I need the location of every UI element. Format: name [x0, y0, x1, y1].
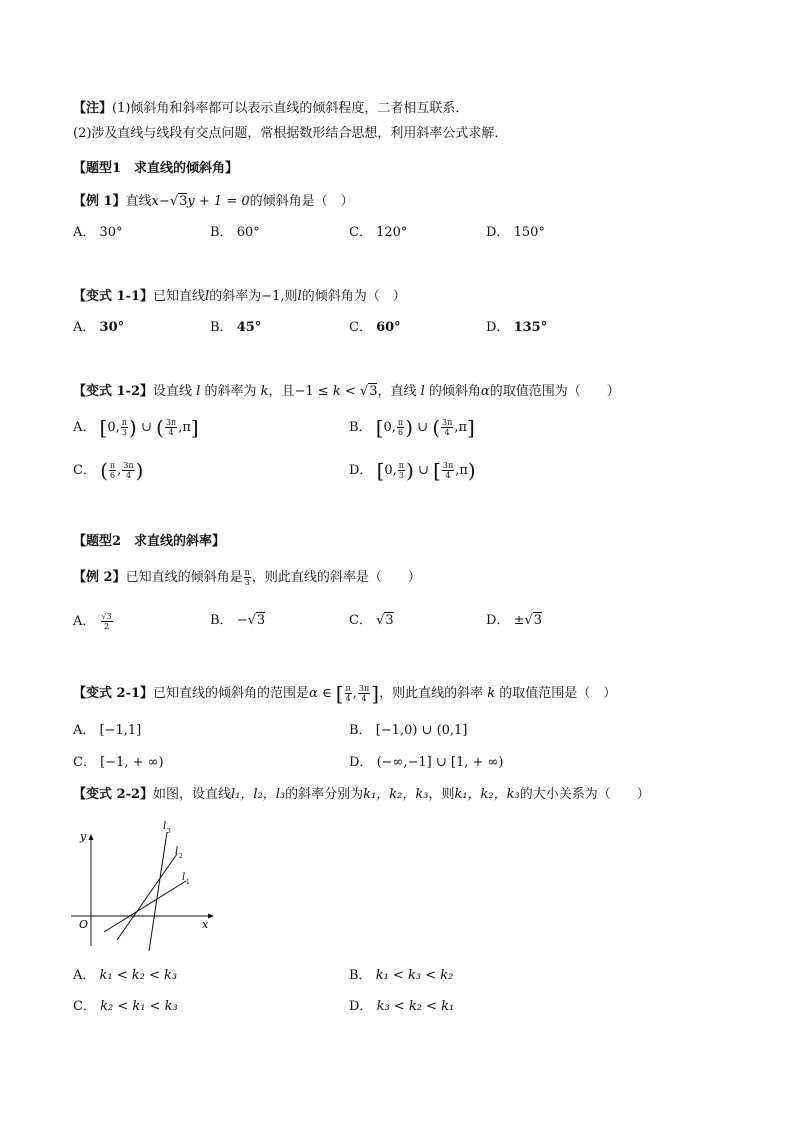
minus: −: [236, 613, 248, 628]
v11-option-b[interactable]: [210, 319, 261, 337]
sqrt-sign: √: [376, 613, 385, 628]
v12-l: l: [196, 384, 201, 399]
ex1-pre: 直线: [125, 194, 152, 209]
num: π: [397, 418, 404, 427]
v22-option-b[interactable]: [349, 967, 453, 985]
v12-ineq-b: <: [340, 384, 360, 399]
fraction: [121, 418, 128, 437]
num: π: [244, 568, 250, 577]
num: π: [109, 461, 116, 470]
origin-label: O: [79, 918, 89, 931]
v12-k: k: [260, 384, 269, 399]
pi: π: [459, 463, 468, 478]
l1-subscript: 1: [186, 879, 190, 886]
option-text: k₁ < k₃ < k₂: [375, 968, 454, 983]
option-text: 60°: [236, 225, 260, 240]
num: 3π: [358, 684, 370, 693]
option-letter: B．: [349, 723, 372, 738]
v11-option-d[interactable]: [486, 319, 547, 337]
option-letter: C．: [73, 463, 96, 478]
num: 3π: [123, 461, 134, 470]
den: 3: [398, 471, 404, 480]
ex2-post: ，则此直线的斜率是（ ）: [251, 570, 421, 585]
option-letter: B．: [210, 613, 233, 628]
bracket: (: [156, 415, 164, 440]
pi: π: [458, 420, 468, 435]
option-letter: C．: [73, 755, 96, 770]
v12-pre: 设直线: [153, 384, 197, 399]
zero: 0,: [107, 420, 120, 435]
fraction: [165, 418, 177, 437]
bracket: [: [375, 415, 384, 440]
bracket: ]: [467, 415, 475, 440]
option-letter: C．: [349, 320, 372, 335]
note-label: 【注】: [73, 101, 113, 116]
ex1-question: [73, 193, 354, 211]
option-letter: D．: [486, 613, 510, 628]
ex2-option-b[interactable]: [210, 612, 265, 630]
type2-title: 【题型2 求直线的斜率】: [73, 534, 226, 549]
plus-minus: ±: [513, 613, 525, 628]
union: ∪: [417, 420, 429, 435]
option-letter: C．: [349, 613, 372, 628]
ex1-eq-rest: y + 1 = 0: [187, 194, 250, 209]
option-text: (−∞,−1] ∪ [1, + ∞): [376, 755, 504, 770]
bracket: [: [99, 415, 108, 440]
den: 4: [345, 694, 351, 703]
den: 6: [398, 428, 404, 437]
v12-sqrt: 3: [369, 384, 378, 399]
option-letter: B．: [349, 968, 372, 983]
comma: ,: [178, 420, 183, 435]
option-text: 30°: [99, 225, 123, 240]
v21-option-a[interactable]: [73, 722, 141, 740]
note-line-2: (2)涉及直线与线段有交点问题，常根据数形结合思想，利用斜率公式求解．: [73, 126, 508, 141]
den: 2: [104, 622, 110, 631]
ex1-eq-x: x: [151, 194, 159, 209]
comma: ,: [455, 463, 460, 478]
v11-question: [73, 288, 406, 306]
option-text: 150°: [513, 225, 545, 240]
v12-option-c[interactable]: [73, 458, 144, 483]
line-l2: [117, 854, 177, 940]
type1-title: 【题型1 求直线的倾斜角】: [73, 161, 239, 176]
v21-pre: 已知直线的倾斜角的范围是: [153, 686, 310, 701]
option-text: k₁ < k₂ < k₃: [99, 968, 178, 983]
comma: ,: [352, 686, 357, 701]
v21-option-c[interactable]: [73, 754, 164, 772]
v12-option-a[interactable]: [73, 415, 199, 440]
l2-subscript: 2: [179, 853, 183, 860]
num: 3π: [442, 461, 454, 470]
option-letter: D．: [486, 320, 510, 335]
v21-question: [73, 681, 617, 706]
den: 4: [361, 694, 367, 703]
option-letter: C．: [73, 999, 96, 1014]
ex2-option-a[interactable]: [73, 612, 114, 631]
note-text-1: (1)倾斜角和斜率都可以表示直线的倾斜程度，二者相互联系．: [112, 101, 469, 116]
sqrt: 3: [533, 613, 543, 628]
bracket: ]: [190, 415, 199, 440]
v12-alpha: α: [480, 384, 490, 399]
den: 4: [125, 471, 132, 480]
bracket: [: [376, 458, 385, 483]
option-letter: B．: [349, 420, 372, 435]
option-text: 60°: [376, 320, 401, 335]
v12-ineq-a: −1 ≤: [294, 384, 333, 399]
bracket: ): [135, 458, 144, 483]
line-l1: [104, 881, 186, 932]
l1-label: l: [182, 872, 186, 883]
v12-mid3: ，直线: [377, 384, 421, 399]
option-text: 135°: [513, 320, 548, 335]
fraction: [109, 461, 116, 480]
option-text: [−1, + ∞): [100, 755, 164, 770]
v12-sqrt-sign: √: [359, 384, 369, 399]
v11-option-c[interactable]: [349, 319, 401, 337]
option-text: 45°: [236, 320, 262, 335]
ex1-option-a[interactable]: [73, 224, 123, 242]
v12-l2: l: [420, 384, 425, 399]
den: 4: [168, 428, 174, 437]
y-label: y: [80, 830, 87, 843]
bracket: ]: [371, 681, 380, 706]
v21-option-b[interactable]: [349, 722, 467, 740]
v22-option-a[interactable]: [73, 967, 177, 985]
option-letter: D．: [486, 225, 510, 240]
sqrt: 3: [385, 613, 394, 628]
v11-l: l: [205, 289, 210, 304]
ex1-option-b[interactable]: [210, 224, 260, 242]
v22-label: 【变式 2-2】: [73, 787, 154, 802]
v22-option-d[interactable]: [349, 998, 454, 1016]
v11-l2: l: [297, 289, 302, 304]
v11-pre: 已知直线: [153, 289, 206, 304]
v12-label: 【变式 1-2】: [73, 384, 154, 399]
ex1-label: 【例 1】: [73, 194, 126, 209]
v12-mid1: 的斜率为: [200, 384, 261, 399]
zero: 0,: [384, 463, 397, 478]
bracket: ): [467, 458, 476, 483]
union: ∪: [418, 463, 429, 478]
v22-question: [73, 786, 650, 804]
v11-mid2: ,则: [280, 289, 298, 304]
v21-k: k: [487, 686, 496, 701]
den: 3: [121, 428, 127, 437]
bracket: ): [129, 415, 137, 440]
v11-mid: 的斜率为: [209, 289, 262, 304]
den: 4: [444, 428, 450, 437]
fraction: [244, 568, 251, 587]
option-letter: D．: [349, 463, 373, 478]
num: 3π: [165, 418, 177, 427]
v22-ls: l₁，l₂，l₃: [231, 787, 286, 802]
ex2-option-c[interactable]: [349, 612, 394, 630]
comma: ,: [117, 463, 122, 478]
pi: π: [182, 420, 191, 435]
option-letter: A．: [73, 320, 96, 335]
bracket: [: [335, 681, 344, 706]
v22-mid: 的斜率分别为: [285, 787, 364, 802]
ex1-eq-minus: −: [158, 194, 170, 209]
v12-post: 的取值范围为（ ）: [489, 384, 620, 399]
fraction: [397, 418, 404, 437]
ex2-question: [73, 568, 421, 587]
den: 4: [445, 471, 451, 480]
v21-mid: ，则此直线的斜率: [379, 686, 488, 701]
option-text: [−1,0) ∪ (0,1]: [375, 723, 468, 738]
bracket: (: [432, 415, 440, 440]
bracket: ): [406, 458, 414, 483]
fraction: [441, 418, 453, 437]
bracket: ): [405, 415, 413, 440]
ex1-eq-sqrt: 3: [179, 194, 188, 209]
bracket: (: [100, 458, 108, 483]
v12-question: [73, 383, 620, 401]
v22-mid2: ，则: [428, 787, 455, 802]
option-text: k₂ < k₁ < k₃: [100, 999, 178, 1014]
num: π: [398, 461, 405, 470]
ex2-pre: 已知直线的倾斜角是: [125, 570, 243, 585]
v22-post: 的大小关系为（ ）: [519, 787, 650, 802]
union: ∪: [140, 420, 152, 435]
bracket: [: [433, 458, 441, 483]
v12-option-b[interactable]: [349, 415, 475, 440]
v21-alpha-in: α ∈: [309, 686, 336, 701]
num: 3π: [442, 418, 453, 427]
option-letter: A．: [73, 614, 96, 629]
v21-post: 的取值范围是（ ）: [495, 686, 617, 701]
num: π: [345, 684, 351, 693]
option-letter: A．: [73, 420, 96, 435]
ex1-option-c[interactable]: [349, 224, 407, 242]
v12-mid4: 的倾斜角: [424, 384, 481, 399]
v22-ks: k₁，k₂，k₃: [363, 787, 429, 802]
v12-mid2: ，且: [268, 384, 295, 399]
v12-ineq-k: k: [332, 384, 341, 399]
v11-label: 【变式 1-1】: [73, 289, 154, 304]
x-label: x: [202, 918, 209, 931]
option-text: k₃ < k₂ < k₁: [376, 999, 455, 1014]
den: 6: [109, 471, 116, 480]
fraction: [345, 684, 352, 703]
v11-option-a[interactable]: [73, 319, 124, 337]
v22-option-c[interactable]: [73, 998, 178, 1016]
fraction: [442, 461, 454, 480]
v11-val: −1: [261, 289, 281, 304]
option-text: [−1,1]: [99, 723, 142, 738]
den: 3: [244, 578, 250, 587]
option-text: 30°: [99, 320, 125, 335]
option-letter: B．: [210, 320, 233, 335]
zero: 0,: [383, 420, 396, 435]
sqrt-sign: √: [247, 613, 256, 628]
fraction: [101, 612, 113, 631]
option-letter: A．: [73, 723, 96, 738]
sqrt-sign: √: [524, 613, 533, 628]
option-text: 120°: [376, 225, 408, 240]
option-letter: A．: [73, 968, 96, 983]
v11-post: 的倾斜角为（ ）: [301, 289, 406, 304]
l3-label: l: [163, 821, 167, 832]
option-letter: C．: [349, 225, 372, 240]
v21-label: 【变式 2-1】: [73, 686, 154, 701]
v22-ks2: k₁，k₂，k₃: [454, 787, 520, 802]
fraction: [122, 461, 134, 480]
sqrt: 3: [256, 613, 266, 628]
line-l3: [149, 832, 167, 951]
note-line-1: [73, 100, 468, 118]
v22-text: 如图，设直线: [153, 787, 232, 802]
comma: ,: [454, 420, 459, 435]
ex1-post: 的倾斜角是（ ）: [249, 194, 354, 209]
ex1-sqrt-sign: √: [169, 194, 179, 209]
option-letter: D．: [349, 755, 373, 770]
option-letter: B．: [210, 225, 233, 240]
num: π: [121, 418, 128, 427]
ex2-label: 【例 2】: [73, 570, 126, 585]
lines-figure: [68, 818, 218, 953]
y-axis-arrow: [89, 834, 94, 840]
l3-subscript: 3: [167, 828, 171, 835]
v21-option-d[interactable]: [349, 754, 503, 772]
num: √3: [101, 612, 112, 621]
ex1-option-d[interactable]: [486, 224, 545, 242]
fraction: [358, 684, 370, 703]
fraction: [398, 461, 405, 480]
l2-label: l: [175, 846, 179, 857]
option-letter: A．: [73, 225, 96, 240]
v12-option-d[interactable]: [349, 458, 476, 483]
option-letter: D．: [349, 999, 373, 1014]
x-axis-arrow: [208, 914, 214, 919]
ex2-option-d[interactable]: [486, 612, 542, 630]
